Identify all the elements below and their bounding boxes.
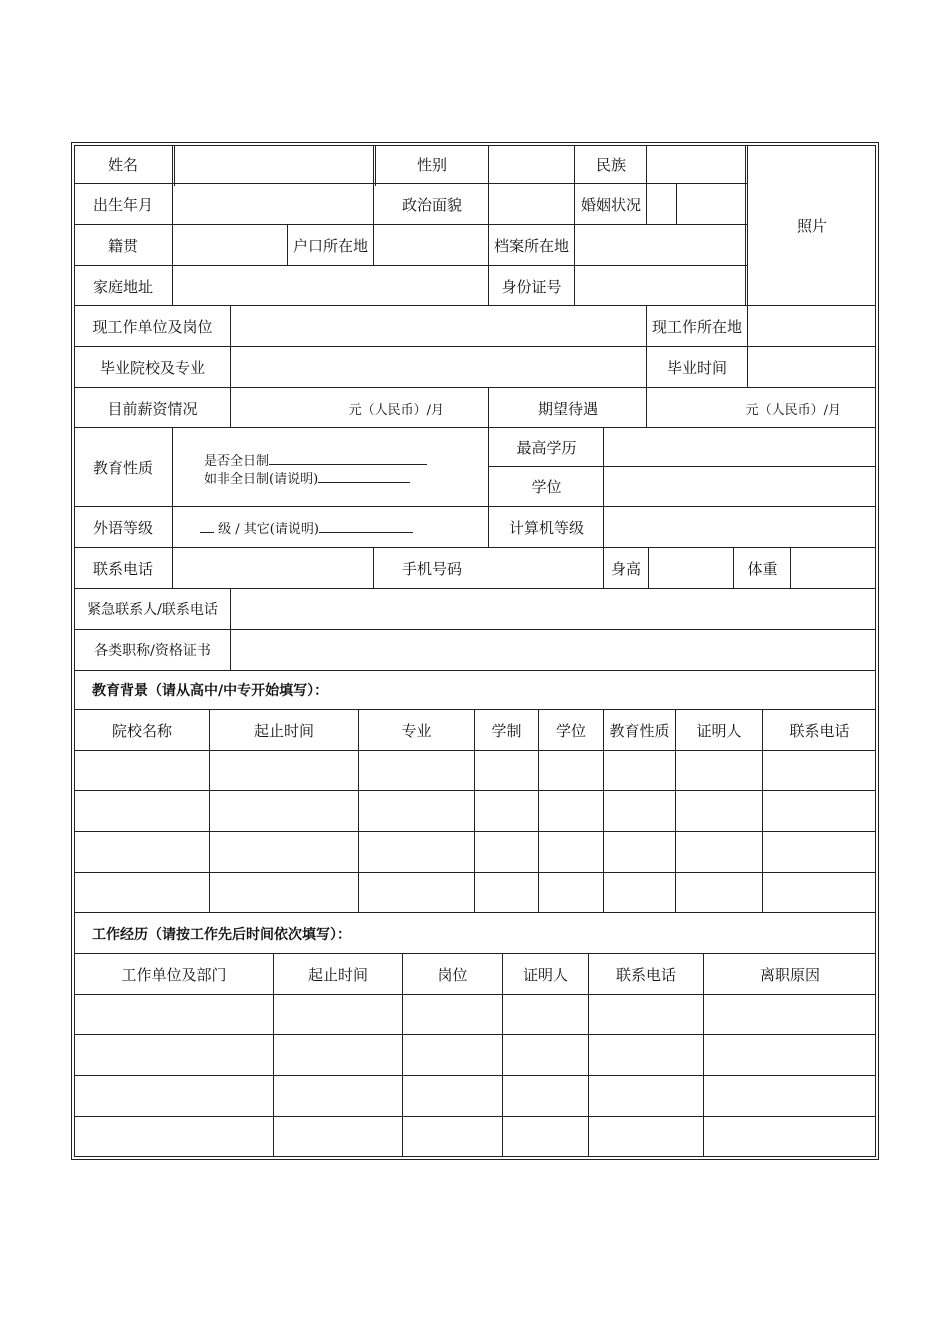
grid-line	[474, 710, 475, 913]
grid-line	[703, 954, 704, 1157]
hukou-input[interactable]	[375, 225, 487, 265]
work-title: 工作经历（请按工作先后时间依次填写）：	[92, 927, 351, 943]
grid-line	[74, 629, 876, 630]
marital-input[interactable]	[676, 184, 746, 224]
language-other-blank[interactable]	[319, 520, 413, 533]
language-level-blank[interactable]	[200, 520, 214, 533]
marital-label: 婚姻状况	[580, 195, 641, 214]
edu-table-row[interactable]	[75, 791, 875, 830]
grid-line	[603, 428, 604, 548]
edu-col-header: 证明人	[696, 721, 742, 740]
grid-line	[74, 1116, 876, 1117]
grid-line	[747, 145, 748, 306]
grid-line	[74, 346, 876, 347]
employer-input[interactable]	[232, 306, 645, 346]
hukou-label: 户口所在地	[292, 236, 368, 255]
grid-line	[172, 428, 173, 588]
salary-input[interactable]: 元（人民币）/月	[348, 402, 444, 418]
grid-line	[646, 306, 647, 387]
edu-col-header: 联系电话	[789, 721, 850, 740]
grid-line	[74, 750, 876, 751]
grid-line	[648, 548, 649, 589]
fulltime-blank[interactable]	[269, 452, 427, 465]
native-label: 籍贯	[107, 236, 138, 255]
grid-line	[373, 184, 374, 225]
name-input[interactable]	[175, 145, 372, 183]
grid-line	[74, 387, 876, 388]
certs-input[interactable]	[232, 630, 875, 670]
grad-time-input[interactable]	[749, 347, 875, 387]
grid-line	[488, 266, 489, 306]
nonfulltime-text: 如非全日制(请说明)	[204, 472, 319, 487]
phone-input[interactable]	[175, 548, 372, 588]
grid-line	[74, 953, 876, 954]
grid-line	[172, 184, 173, 306]
grid-line	[209, 710, 210, 913]
emergency-label: 紧急联系人/联系电话	[87, 602, 218, 618]
grid-line	[488, 145, 489, 265]
edu-col-header: 起止时间	[253, 721, 314, 740]
grid-line	[74, 427, 876, 428]
grid-line	[74, 547, 876, 548]
grid-line	[646, 145, 647, 225]
language-text: 级 / 其它(请说明)	[218, 522, 319, 537]
birth-label: 出生年月	[92, 195, 153, 214]
highest-degree-input[interactable]	[605, 428, 875, 466]
grid-line	[488, 428, 489, 548]
ethnicity-label: 民族	[595, 155, 626, 174]
address-label: 家庭地址	[92, 277, 153, 296]
birth-input[interactable]	[175, 184, 372, 224]
edu-type-label: 教育性质	[92, 458, 153, 477]
grid-line	[74, 912, 876, 913]
id-input[interactable]	[576, 266, 746, 306]
work-col-header: 工作单位及部门	[121, 965, 227, 984]
grid-line	[538, 710, 539, 913]
height-input[interactable]	[650, 548, 732, 588]
native-input[interactable]	[175, 225, 286, 265]
work-col-header: 起止时间	[307, 965, 368, 984]
height-label: 身高	[610, 559, 641, 578]
archive-input[interactable]	[576, 225, 746, 265]
edu-col-header: 专业	[401, 721, 432, 740]
grid-line	[74, 305, 876, 306]
certs-label: 各类职称/资格证书	[94, 643, 211, 659]
grid-line	[488, 388, 489, 428]
grid-line	[74, 1075, 876, 1076]
grid-line	[375, 145, 376, 186]
grid-line	[74, 506, 876, 507]
grid-line	[74, 709, 876, 710]
work-col-header: 离职原因	[759, 965, 820, 984]
nonfulltime-blank[interactable]	[318, 470, 410, 483]
highest-degree-label: 最高学历	[516, 438, 577, 457]
grid-line	[733, 548, 734, 589]
expected-label: 期望待遇	[537, 399, 598, 418]
work-col-header: 证明人	[522, 965, 568, 984]
phone-label: 联系电话	[92, 559, 153, 578]
name-label: 姓名	[107, 155, 138, 174]
computer-input[interactable]	[605, 507, 875, 547]
grid-line	[603, 548, 604, 589]
address-input[interactable]	[175, 266, 487, 306]
grid-line	[174, 145, 175, 186]
grid-line	[230, 589, 231, 671]
political-input[interactable]	[489, 184, 573, 224]
work-table-row[interactable]	[75, 1117, 875, 1156]
grid-line	[74, 1034, 876, 1035]
expected-input[interactable]: 元（人民币）/月	[745, 402, 841, 418]
language-field[interactable]	[200, 518, 413, 537]
grid-line	[646, 388, 647, 428]
grid-line	[358, 710, 359, 913]
grid-line	[603, 710, 604, 913]
work-table-row[interactable]	[75, 995, 875, 1034]
political-label: 政治面貌	[401, 195, 462, 214]
education-title: 教育背景（请从高中/中专开始填写）：	[92, 683, 329, 699]
id-label: 身份证号	[501, 277, 562, 296]
archive-label: 档案所在地	[493, 236, 569, 255]
fulltime-text: 是否全日制	[204, 454, 270, 469]
grid-line	[74, 831, 876, 832]
edu-table-row[interactable]	[75, 751, 875, 790]
computer-label: 计算机等级	[508, 518, 584, 537]
grid-line	[74, 670, 876, 671]
edu-col-header: 学制	[491, 721, 522, 740]
grid-line	[402, 954, 403, 1157]
weight-input[interactable]	[793, 548, 875, 588]
grid-line	[74, 790, 876, 791]
grid-line	[373, 548, 374, 589]
work-location-label: 现工作所在地	[651, 317, 742, 336]
grid-line	[790, 548, 791, 589]
grid-line	[74, 265, 747, 266]
weight-label: 体重	[747, 559, 778, 578]
grid-line	[489, 466, 876, 467]
edu-table-row[interactable]	[75, 832, 875, 871]
emergency-input[interactable]	[232, 589, 875, 629]
school-input[interactable]	[232, 347, 645, 387]
work-location-input[interactable]	[749, 306, 875, 346]
language-label: 外语等级	[92, 518, 153, 537]
grid-line	[502, 954, 503, 1157]
edu-col-header: 院校名称	[111, 721, 172, 740]
degree-input[interactable]	[605, 467, 875, 506]
photo-box[interactable]: 照片	[796, 216, 827, 235]
grid-line	[74, 994, 876, 995]
gender-input[interactable]	[489, 145, 573, 183]
ethnicity-input[interactable]	[647, 145, 745, 183]
work-col-header: 联系电话	[615, 965, 676, 984]
edu-type-fields[interactable]	[204, 452, 427, 488]
degree-label: 学位	[531, 478, 562, 496]
grid-line	[588, 954, 589, 1157]
grid-line	[574, 145, 575, 306]
grid-line	[172, 145, 173, 186]
grid-line	[745, 145, 746, 306]
work-col-header: 岗位	[437, 965, 468, 984]
work-table-row[interactable]	[75, 1035, 875, 1074]
grid-line	[74, 872, 876, 873]
employer-label: 现工作单位及岗位	[92, 317, 213, 336]
grid-line	[373, 145, 374, 186]
school-label: 毕业院校及专业	[99, 358, 205, 377]
gender-label: 性别	[416, 155, 447, 174]
edu-col-header: 教育性质	[609, 721, 670, 740]
grid-line	[762, 710, 763, 913]
grid-line	[230, 306, 231, 428]
grad-time-label: 毕业时间	[666, 358, 727, 377]
grid-line	[373, 225, 374, 266]
edu-table-row[interactable]	[75, 873, 875, 912]
grid-line	[676, 184, 677, 225]
grid-line	[675, 710, 676, 913]
grid-line	[273, 954, 274, 1157]
work-table-row[interactable]	[75, 1076, 875, 1115]
grid-line	[287, 225, 288, 266]
salary-label: 目前薪资情况	[107, 399, 198, 418]
mobile-input[interactable]	[490, 548, 602, 588]
grid-line	[74, 588, 876, 589]
mobile-label: 手机号码	[401, 559, 462, 578]
grid-line	[747, 306, 748, 387]
edu-col-header: 学位	[555, 721, 586, 740]
